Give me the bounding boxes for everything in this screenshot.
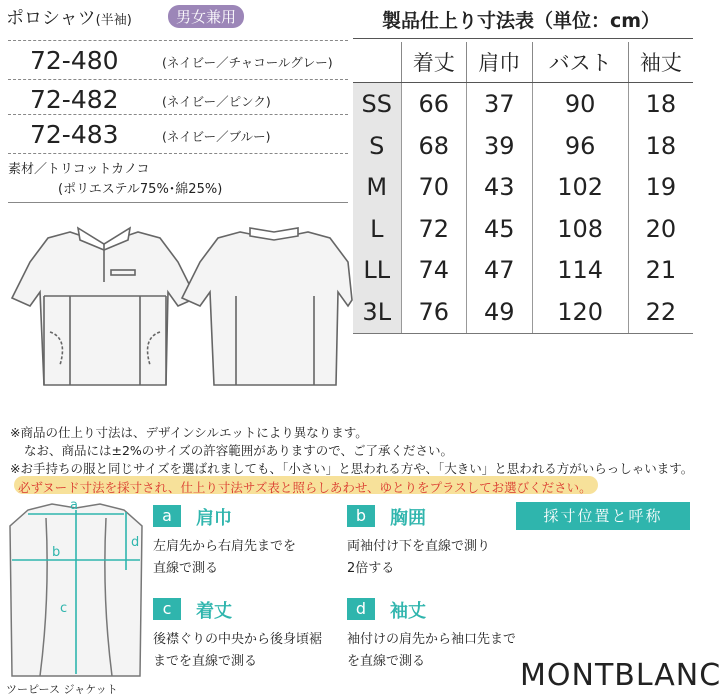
table-row xyxy=(353,291,693,333)
size-value: 21 xyxy=(628,250,693,292)
measure-c-badge: c xyxy=(153,598,181,620)
size-label: 3L xyxy=(353,291,401,333)
measure-a-badge: a xyxy=(153,505,181,527)
size-value: 74 xyxy=(401,250,467,292)
shirt-illustration xyxy=(8,210,353,395)
divider xyxy=(8,153,348,154)
measure-d-label: 袖丈 xyxy=(390,601,426,622)
size-value: 72 xyxy=(401,208,467,250)
measure-d-badge: d xyxy=(347,598,375,620)
product-code: 72-483 xyxy=(30,120,119,149)
divider xyxy=(8,40,348,41)
size-value: 120 xyxy=(532,291,628,333)
size-value: 96 xyxy=(532,125,628,167)
diagram-caption: ツーピース ジャケット xyxy=(6,683,118,696)
measure-c-label: 着丈 xyxy=(196,601,232,622)
divider xyxy=(8,114,348,115)
table-row xyxy=(353,125,693,167)
chest-pocket xyxy=(111,270,135,275)
measure-positions-label: 採寸位置と呼称 xyxy=(516,502,690,530)
size-value: 20 xyxy=(628,208,693,250)
size-value: 43 xyxy=(467,166,533,208)
size-value: 18 xyxy=(628,83,693,125)
product-title: ポロシャツ(半袖) xyxy=(6,8,132,29)
size-value: 47 xyxy=(467,250,533,292)
material-composition: (ポリエステル75%･綿25%) xyxy=(58,182,223,197)
size-value: 39 xyxy=(467,125,533,167)
product-color: (ネイビー／ブルー) xyxy=(162,129,271,144)
size-value: 49 xyxy=(467,291,533,333)
size-value: 108 xyxy=(532,208,628,250)
size-value: 18 xyxy=(628,125,693,167)
measure-a-desc: 左肩先から右肩先までを 直線で測る xyxy=(153,539,297,576)
product-code: 72-480 xyxy=(30,46,119,75)
brand-logo-text: MONTBLANC xyxy=(520,658,721,693)
size-value: 102 xyxy=(532,166,628,208)
highlight-note: 必ずヌード寸法を採寸され、仕上り寸法サズ表と照らしあわせ、ゆとりをプラスしてお選びください。 xyxy=(18,480,592,495)
table-row xyxy=(353,83,693,125)
size-value: 114 xyxy=(532,250,628,292)
measure-c-desc: 後襟ぐりの中央から後身頃裾 までを直線で測る xyxy=(153,632,323,669)
size-value: 70 xyxy=(401,166,467,208)
size-label: LL xyxy=(353,250,401,292)
size-value: 19 xyxy=(628,166,693,208)
size-label: S xyxy=(353,125,401,167)
measure-c-mark: c xyxy=(60,601,68,616)
size-label: L xyxy=(353,208,401,250)
jacket-measure-diagram xyxy=(4,498,152,680)
measure-d-desc: 袖付けの肩先から袖口先まで を直線で測る xyxy=(347,632,517,669)
divider xyxy=(8,202,348,203)
table-header-corner xyxy=(353,42,401,83)
size-value: 68 xyxy=(401,125,467,167)
size-label: SS xyxy=(353,83,401,125)
measure-a-mark: a xyxy=(70,498,78,513)
note-line: ※お手持ちの服と同じサイズを選ばれましても、「小さい」と思われる方や、「大きい」と思われる方がいらっしゃいます。 xyxy=(10,461,694,476)
table-row xyxy=(353,250,693,292)
size-label: M xyxy=(353,166,401,208)
table-header-shoulder: 肩巾 xyxy=(467,42,533,83)
shirt-back xyxy=(182,232,352,385)
table-row xyxy=(353,208,693,250)
measure-b-label: 胸囲 xyxy=(390,508,426,529)
measure-b-mark: b xyxy=(52,545,61,560)
note-line: ※商品の仕上り寸法は、デザインシルエットにより異なります。 xyxy=(10,425,368,440)
measure-a-label: 肩巾 xyxy=(196,508,232,529)
measure-b-desc: 両袖付け下を直線で測り 2倍する xyxy=(347,539,491,576)
product-item xyxy=(10,83,350,115)
product-color: (ネイビー／チャコールグレー) xyxy=(162,55,333,70)
table-row xyxy=(353,166,693,208)
material-label: 素材／トリコットカノコ xyxy=(8,162,150,177)
table-header-length: 着丈 xyxy=(401,42,467,83)
table-header-sleeve: 袖丈 xyxy=(628,42,693,83)
product-item xyxy=(10,44,350,76)
table-header-row xyxy=(353,42,693,83)
size-value: 66 xyxy=(401,83,467,125)
measure-b-badge: b xyxy=(347,505,375,527)
size-value: 22 xyxy=(628,291,693,333)
measure-d-mark: d xyxy=(131,535,140,550)
size-value: 37 xyxy=(467,83,533,125)
size-table-title: 製品仕上り寸法表（単位：cm） xyxy=(382,10,661,32)
divider xyxy=(8,79,348,80)
product-item xyxy=(10,118,350,150)
divider xyxy=(353,38,693,39)
product-code: 72-482 xyxy=(30,85,119,114)
note-line: なお、商品には±2%のサイズの許容範囲がありますので、ご了承ください。 xyxy=(24,443,454,458)
product-color: (ネイビー／ピンク) xyxy=(162,94,271,109)
size-value: 45 xyxy=(467,208,533,250)
table-header-bust: バスト xyxy=(532,42,628,83)
size-value: 76 xyxy=(401,291,467,333)
size-table xyxy=(353,42,693,334)
size-value: 90 xyxy=(532,83,628,125)
unisex-badge: 男女兼用 xyxy=(168,5,244,28)
